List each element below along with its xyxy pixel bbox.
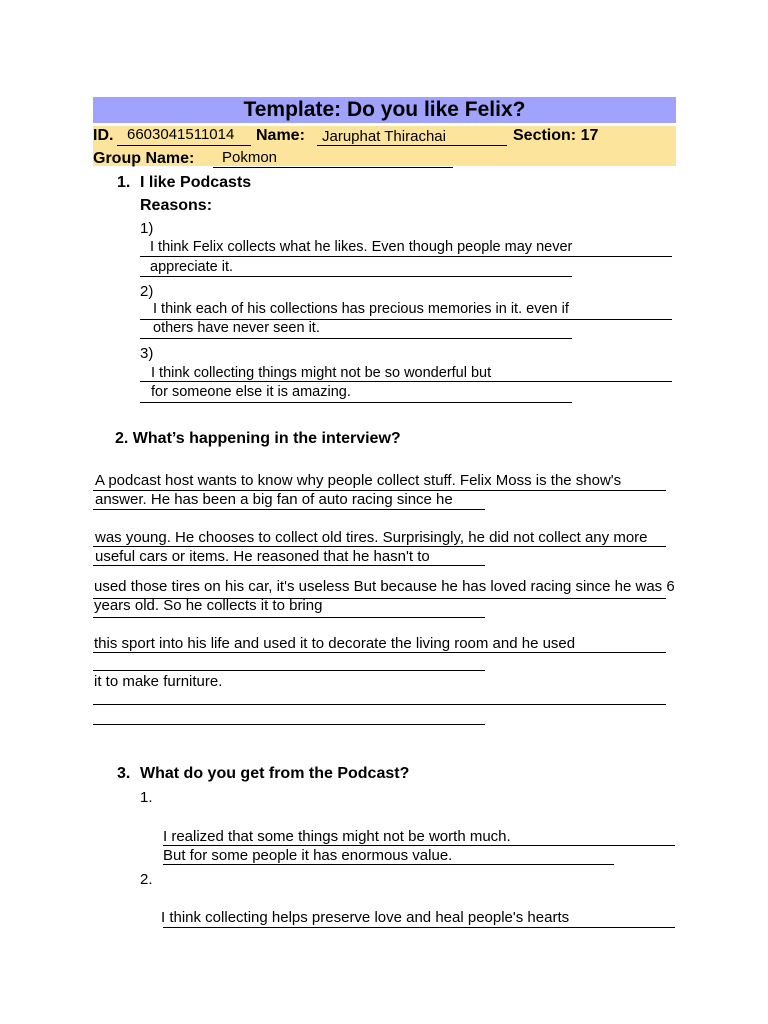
reason-3-underline-2: [140, 402, 572, 403]
reason-1-line-2[interactable]: appreciate it.: [150, 259, 234, 275]
q2-answer-line-7[interactable]: this sport into his life and used it to decorate the living room and he used: [94, 635, 576, 652]
reason-1-underline-2: [140, 276, 572, 277]
q2-underline-6: [93, 617, 485, 618]
q3-item-1-underline-1: [163, 845, 675, 846]
page-title: Template: Do you like Felix?: [243, 98, 526, 121]
q2-answer-line-4[interactable]: useful cars or items. He reasoned that he hasn't to: [95, 548, 430, 565]
group-name-label: Group Name:: [93, 150, 195, 167]
reason-1-line-1[interactable]: I think Felix collects what he likes. Even though people may never: [150, 239, 573, 255]
id-value[interactable]: 6603041511014: [127, 126, 235, 143]
q1-number: 1.: [117, 174, 131, 191]
id-label: ID.: [93, 127, 114, 144]
q3-item-1-underline-2: [163, 864, 614, 865]
q3-item-1-line-2[interactable]: But for some people it has enormous value.: [163, 847, 453, 864]
q2-underline-2: [93, 509, 485, 510]
reasons-label: Reasons:: [140, 197, 213, 214]
q2-answer-line-2[interactable]: answer. He has been a big fan of auto racing since he: [95, 491, 453, 508]
q2-answer-line-5[interactable]: used those tires on his car, it's useless But because he has loved racing since he was 6: [94, 578, 675, 595]
q3-title: What do you get from the Podcast?: [140, 765, 410, 782]
q3-number: 3.: [117, 765, 131, 782]
q3-item-2-underline-1: [163, 927, 675, 928]
q3-item-2-number: 2.: [140, 871, 153, 888]
reason-1-number: 1): [140, 220, 154, 237]
reason-3-underline-1: [140, 381, 672, 382]
q2-answer-line-1[interactable]: A podcast host wants to know why people collect stuff. Felix Moss is the show's: [95, 472, 622, 489]
name-underline: [317, 145, 507, 146]
id-underline: [117, 145, 251, 146]
q3-item-1-line-1[interactable]: I realized that some things might not be worth much.: [163, 828, 511, 845]
reason-2-underline-2: [140, 338, 572, 339]
name-value[interactable]: Jaruphat Thirachai: [322, 128, 446, 145]
group-name-underline: [213, 167, 453, 168]
section-label: Section: 17: [513, 127, 599, 144]
reason-2-number: 2): [140, 283, 154, 300]
reason-1-underline-1: [140, 256, 672, 257]
name-label: Name:: [256, 127, 305, 144]
q3-item-2-line-1[interactable]: I think collecting helps preserve love and heal people's hearts: [161, 909, 570, 926]
title-banner: [93, 97, 676, 123]
group-name-value[interactable]: Pokmon: [222, 149, 278, 166]
q2-answer-line-3[interactable]: was young. He chooses to collect old tires. Surprisingly, he did not collect any more: [95, 529, 648, 546]
reason-3-line-2[interactable]: for someone else it is amazing.: [151, 384, 351, 400]
reason-2-line-1[interactable]: I think each of his collections has precious memories in it. even if: [153, 301, 569, 317]
q2-underline-4: [93, 565, 485, 566]
q2-answer-line-8[interactable]: it to make furniture.: [94, 673, 223, 690]
reason-3-number: 3): [140, 345, 154, 362]
q2-underline-10: [93, 724, 485, 725]
q1-title: I like Podcasts: [140, 174, 252, 191]
q2-underline-3: [93, 546, 666, 547]
q2-underline-7: [93, 652, 666, 653]
reason-3-line-1[interactable]: I think collecting things might not be so wonderful but: [151, 365, 492, 381]
q2-answer-line-6[interactable]: years old. So he collects it to bring: [94, 597, 323, 614]
reason-2-line-2[interactable]: others have never seen it.: [153, 320, 320, 336]
q2-underline-9: [93, 704, 666, 705]
q2-underline-8: [93, 670, 485, 671]
q3-item-1-number: 1.: [140, 789, 153, 806]
q2-title: 2. What’s happening in the interview?: [115, 430, 401, 447]
